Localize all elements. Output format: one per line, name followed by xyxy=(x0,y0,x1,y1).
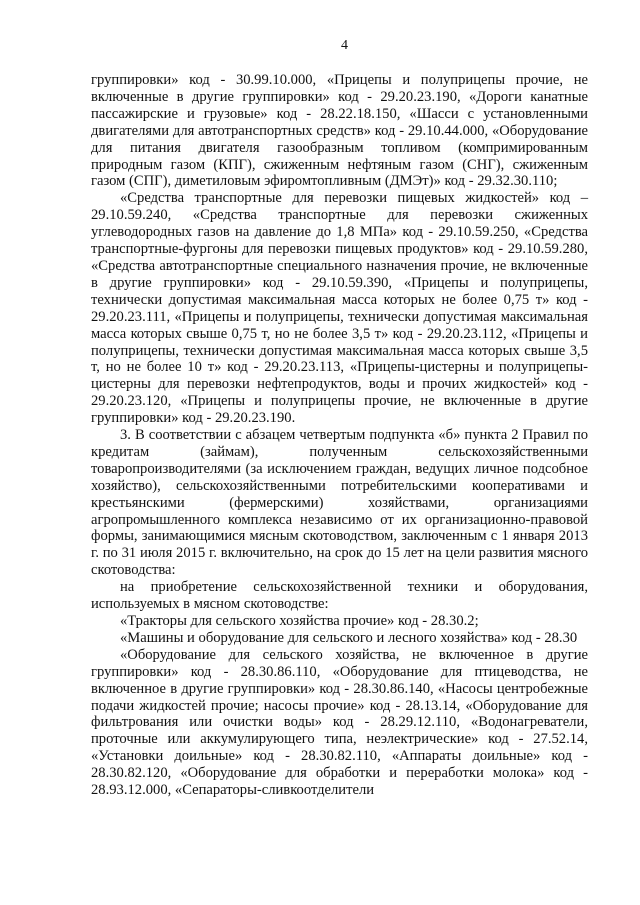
paragraph-7: «Оборудование для сельского хозяйства, не включенное в другие группировки» код - 28.30.86.110, «Оборудование для птицеводства, не включенное в другие группировки» код - 28.30.86.140, «Насосы центробежные подачи жидкостей прочие; насосы прочие» код - 28.13.14, «Оборудование для фильтрования или очистки воды» код - 28.29.12.110, «Водонагреватели, проточные или аккумулирующего типа, неэлектрические» код - 27.52.14, «Установки доильные» код - 28.30.82.110, «Аппараты доильные» код - 28.30.82.120, «Оборудование для обработки и переработки молока» код - 28.93.12.000, «Сепараторы-сливкоотделители xyxy=(91,646,588,799)
paragraph-3: 3. В соответствии с абзацем четвертым подпункта «б» пункта 2 Правил по кредитам (займам), полученным сельскохозяйственными товаропроизводителями (за исключением граждан, ведущих личное подсобное хозяйство), сельскохозяйственными потребительскими кооперативами и крестьянскими (фермерскими) хозяйствами, организациями агропромышленного комплекса независимо от их организационно-правовой формы, занимающимися мясным скотоводством, заключенным с 1 января 2013 г. по 31 июля 2015 г. включительно, на срок до 15 лет на цели развития мясного скотоводства: xyxy=(91,427,588,579)
paragraph-1: группировки» код - 30.99.10.000, «Прицепы и полуприцепы прочие, не включенные в другие группировки» код - 29.20.23.190, «Дороги канатные пассажирские и грузовые» код - 28.22.18.150, «Шасси с установленными двигателями для автотранспортных средств» код - 29.10.44.000, «Оборудование для питания двигателя газообразным топливом (компримированным природным газом (КПГ), сжиженным нефтяным газом (СНГ), сжиженным газом (СПГ), диметиловым эфиромтопливным (ДМЭт)» код - 29.32.30.110; xyxy=(91,72,588,190)
paragraph-4: на приобретение сельскохозяйственной техники и оборудования, используемых в мясном скотоводстве: xyxy=(91,579,588,613)
document-body xyxy=(91,72,588,799)
paragraph-2: «Средства транспортные для перевозки пищевых жидкостей» код – 29.10.59.240, «Средства транспортные для перевозки сжиженных углеводородных газов на давление до 1,8 МПа» код - 29.10.59.250, «Средства транспортные-фургоны для перевозки пищевых продуктов» код - 29.10.59.280, «Средства автотранспортные специального назначения прочие, не включенные в другие группировки» код - 29.10.59.390, «Прицепы и полуприцепы, технически допустимая максимальная масса которых не более 0,75 т» код - 29.20.23.111, «Прицепы и полуприцепы, технически допустимая максимальная масса которых свыше 0,75 т, но не более 3,5 т» код - 29.20.23.112, «Прицепы и полуприцепы, технически допустимая максимальная масса которых свыше 3,5 т, но не более 10 т» код - 29.20.23.113, «Прицепы-цистерны и полуприцепы-цистерны для перевозки нефтепродуктов, воды и прочих жидкостей» код - 29.20.23.120, «Прицепы и полуприцепы прочие, не включенные в другие группировки» код - 29.20.23.190. xyxy=(91,190,588,427)
paragraph-5: «Тракторы для сельского хозяйства прочие» код - 28.30.2; xyxy=(120,613,479,629)
paragraph-6: «Машины и оборудование для сельского и лесного хозяйства» код - 28.30 xyxy=(120,629,578,646)
page-number: 4 xyxy=(341,38,348,53)
